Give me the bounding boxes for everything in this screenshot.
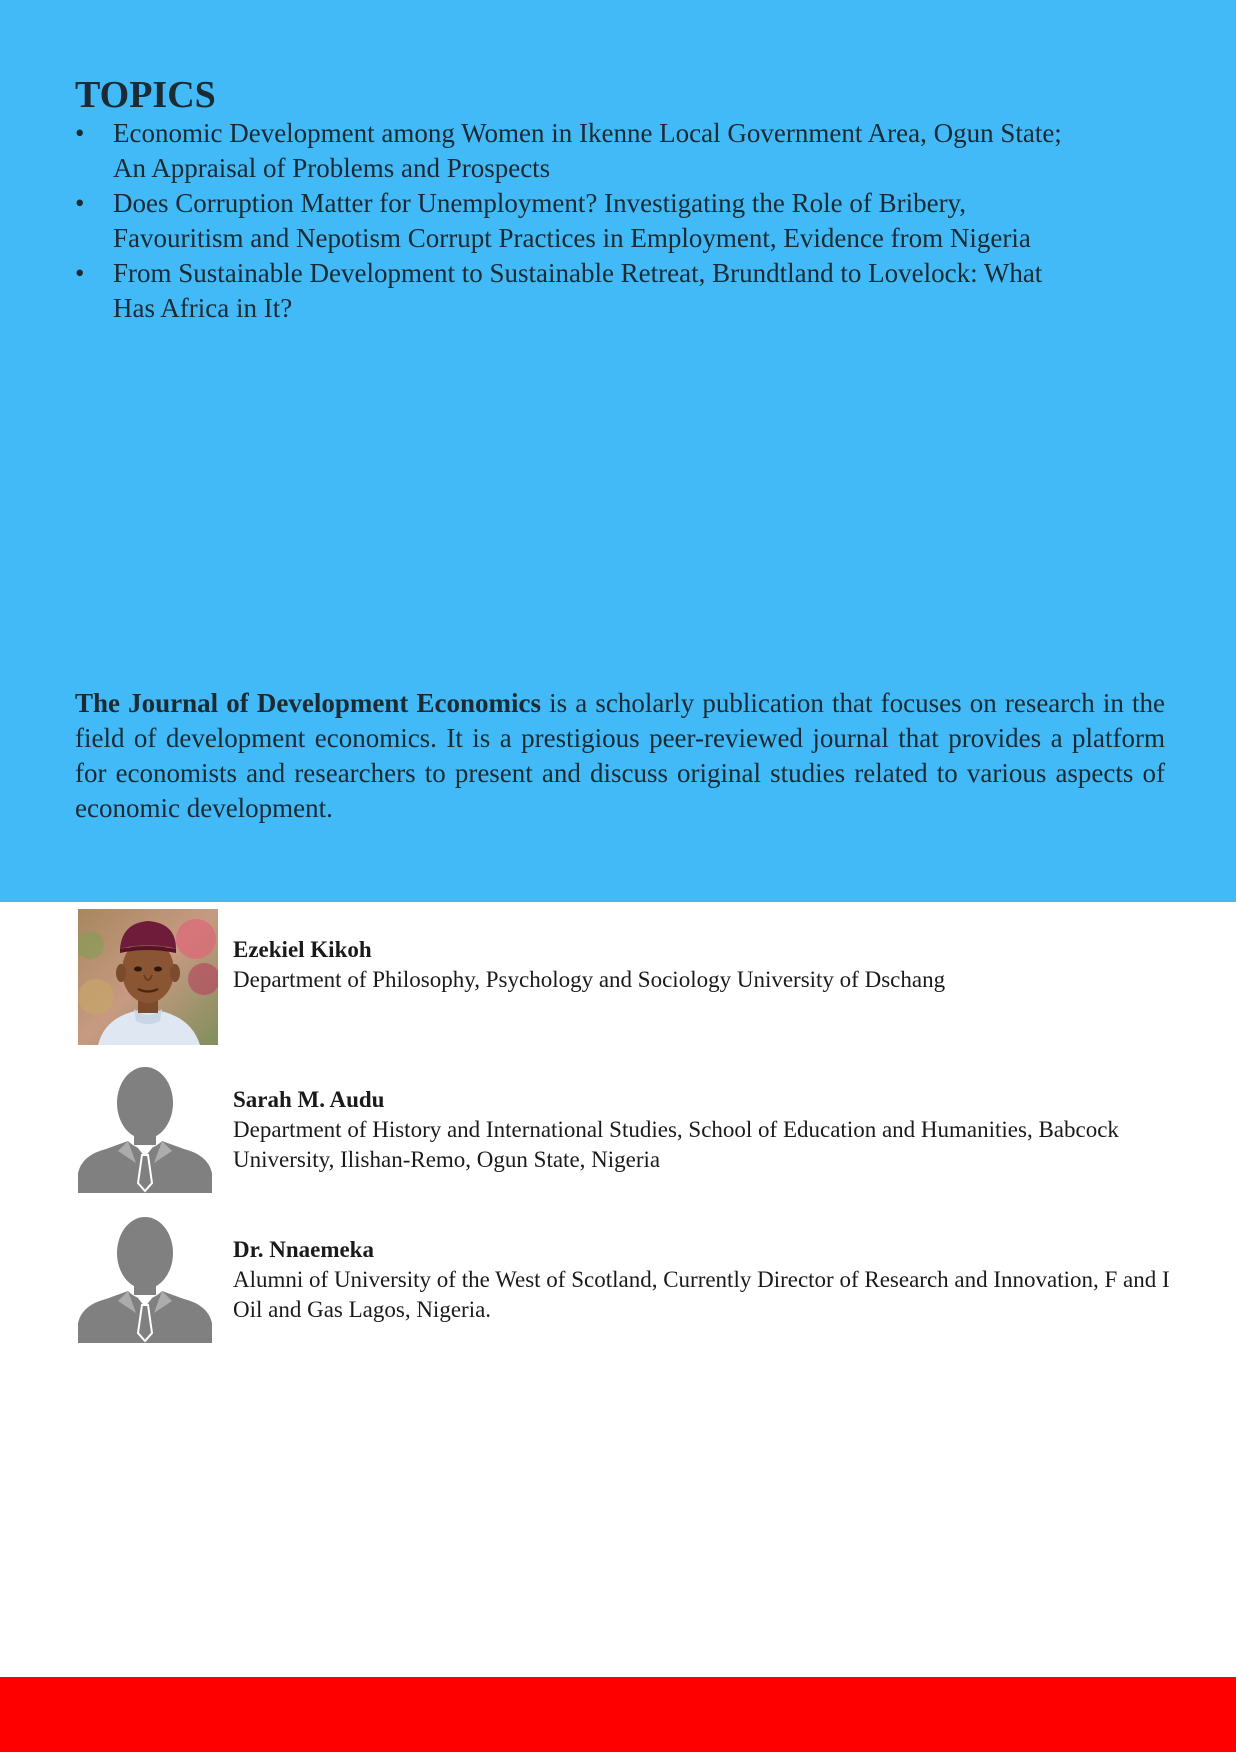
topic-item	[75, 256, 1175, 326]
author-info	[233, 935, 1178, 995]
author-name: Dr. Nnaemeka	[233, 1237, 374, 1262]
author-affiliation: Alumni of University of the West of Scotland, Currently Director of Research and Innovation, F and I Oil and Gas Lagos, Nigeria.	[233, 1267, 1170, 1322]
author-photo	[78, 1209, 218, 1345]
topics-heading: TOPICS	[75, 74, 216, 116]
topic-line: An Appraisal of Problems and Prospects	[113, 153, 551, 183]
topic-line: Favouritism and Nepotism Corrupt Practices in Employment, Evidence from Nigeria	[113, 223, 1031, 253]
author-entry	[78, 1209, 1178, 1345]
author-entry	[78, 1059, 1178, 1195]
footer-band	[0, 1677, 1236, 1752]
topic-line: Economic Development among Women in Ikenne Local Government Area, Ogun State;	[113, 118, 1062, 148]
journal-description	[75, 686, 1165, 826]
topic-line: From Sustainable Development to Sustainable Retreat, Brundtland to Lovelock: What	[113, 258, 1043, 288]
silhouette-placeholder-icon	[78, 1209, 212, 1343]
journal-description-text: is a scholarly publication that focuses on research in the field of development economics. It is a prestigious peer-reviewed journal that provides a platform for economists and researchers to present and discuss original studies related to various aspects of economic development.	[75, 688, 1165, 823]
author-entry	[78, 909, 1178, 1045]
author-name: Sarah M. Audu	[233, 1087, 385, 1112]
author-info	[233, 1085, 1178, 1175]
topic-item	[75, 116, 1175, 186]
author-affiliation: Department of Philosophy, Psychology and Sociology University of Dschang	[233, 967, 946, 992]
bullet-icon: •	[75, 188, 85, 218]
topic-line: Does Corruption Matter for Unemployment? Investigating the Role of Bribery,	[113, 188, 967, 218]
journal-name: The Journal of Development Economics	[75, 688, 541, 718]
portrait-photo	[78, 909, 218, 1045]
author-photo	[78, 909, 218, 1045]
topics-list	[75, 116, 1175, 326]
author-affiliation: Department of History and International Studies, School of Education and Humanities, Babcock University, Ilishan-Remo, Ogun State, Nigeria	[233, 1117, 1119, 1172]
bullet-icon: •	[75, 258, 85, 288]
author-photo	[78, 1059, 218, 1195]
topic-line: Has Africa in It?	[113, 293, 293, 323]
author-info	[233, 1235, 1178, 1325]
author-name: Ezekiel Kikoh	[233, 937, 372, 962]
topic-item	[75, 186, 1175, 256]
silhouette-placeholder-icon	[78, 1059, 212, 1193]
bullet-icon: •	[75, 118, 85, 148]
